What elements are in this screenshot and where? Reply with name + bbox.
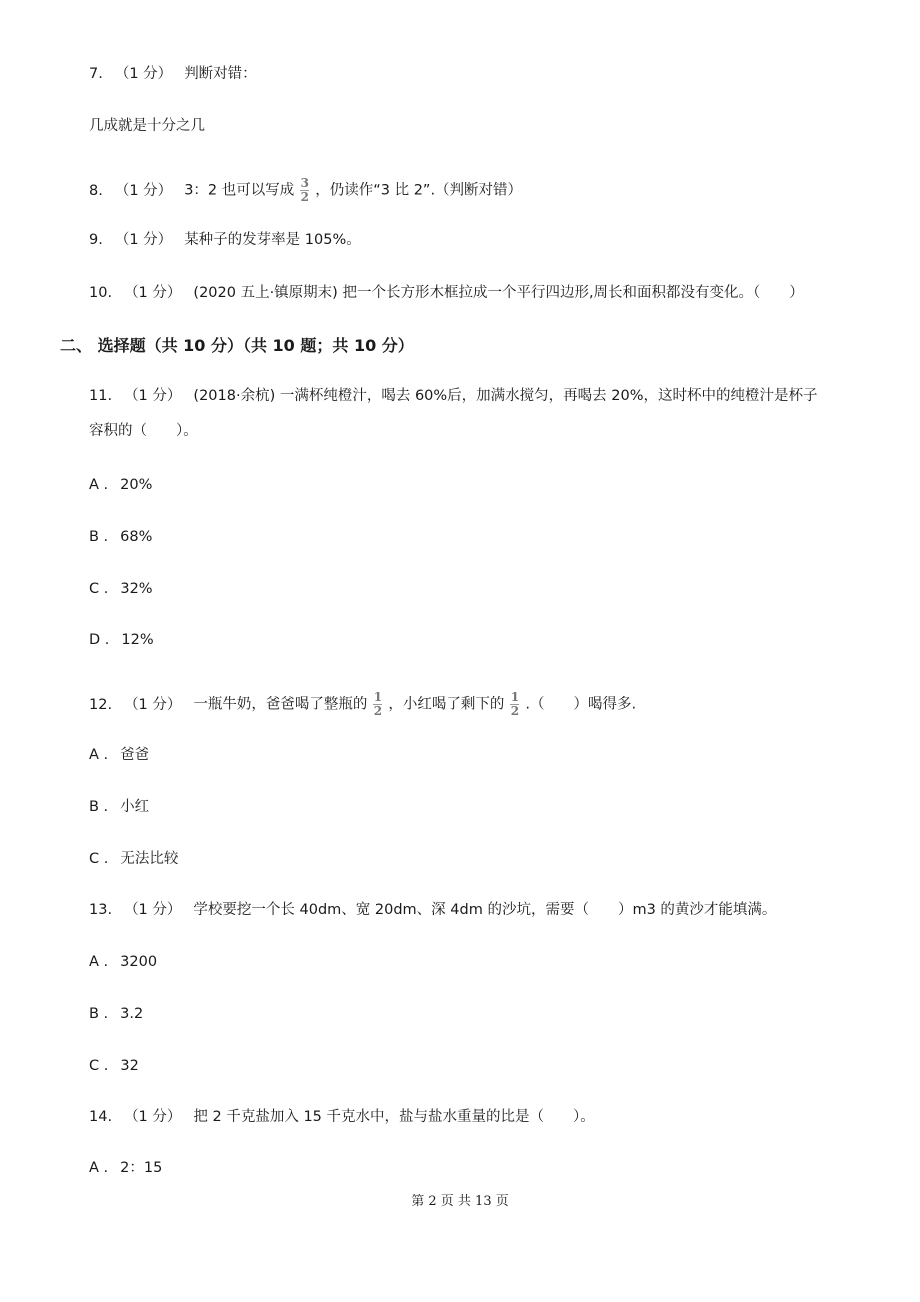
option-text: 无法比较 bbox=[120, 851, 179, 867]
question-8 bbox=[89, 178, 522, 203]
option-c[interactable] bbox=[89, 849, 178, 869]
fraction bbox=[373, 692, 382, 717]
option-label: B . bbox=[89, 799, 109, 815]
question-text-cont: ，小红喝了剩下的 bbox=[388, 696, 505, 713]
option-a[interactable] bbox=[89, 745, 149, 765]
option-text: 3200 bbox=[120, 954, 158, 970]
option-label: B . bbox=[89, 1006, 109, 1022]
option-c[interactable] bbox=[89, 579, 153, 599]
option-b[interactable] bbox=[89, 1004, 143, 1024]
question-score: （1 分） bbox=[124, 696, 182, 713]
question-score: （1 分） bbox=[124, 388, 182, 404]
option-label: D . bbox=[89, 632, 110, 648]
fraction-numerator: 1 bbox=[373, 690, 383, 704]
question-14 bbox=[89, 1107, 595, 1127]
question-text: 把 2 千克盐加入 15 千克水中，盐与盐水重量的比是（ ）。 bbox=[193, 1109, 595, 1125]
option-label: A . bbox=[89, 1160, 109, 1176]
question-number: 13. bbox=[89, 902, 113, 918]
question-number: 11. bbox=[89, 388, 113, 404]
option-b[interactable] bbox=[89, 797, 149, 817]
fraction-denominator: 2 bbox=[510, 704, 520, 718]
question-number: 7. bbox=[89, 66, 103, 82]
option-d[interactable] bbox=[89, 630, 154, 650]
question-text: 3：2 也可以写成 bbox=[184, 182, 295, 199]
question-score: （1 分） bbox=[114, 232, 173, 248]
option-label: B . bbox=[89, 529, 109, 545]
question-10 bbox=[89, 283, 804, 303]
question-number: 12. bbox=[89, 696, 113, 713]
question-7 bbox=[89, 64, 257, 84]
question-text: 学校要挖一个长 40dm、宽 20dm、深 4dm 的沙坑，需要（ ）m3 的黄沙才能填满。 bbox=[193, 902, 777, 918]
question-score: （1 分） bbox=[114, 66, 173, 82]
option-text: 20% bbox=[120, 477, 153, 493]
option-text: 3.2 bbox=[120, 1006, 144, 1022]
option-label: C . bbox=[89, 581, 109, 597]
question-11-line2: 容积的（ ）。 bbox=[89, 423, 198, 439]
option-text: 小红 bbox=[120, 799, 150, 815]
section-title: 二、 选择题（共 10 分）（共 10 题；共 10 分） bbox=[60, 336, 414, 355]
question-number: 14. bbox=[89, 1109, 113, 1125]
question-text: 某种子的发芽率是 105%。 bbox=[184, 232, 361, 248]
option-text: 爸爸 bbox=[120, 747, 150, 763]
question-number: 10. bbox=[89, 285, 113, 301]
question-11 bbox=[89, 386, 818, 406]
option-a[interactable] bbox=[89, 1158, 162, 1178]
option-text: 32% bbox=[120, 581, 153, 597]
option-a[interactable] bbox=[89, 952, 157, 972]
option-b[interactable] bbox=[89, 527, 152, 547]
question-text-cont: ，仍读作“3 比 2”.（判断对错） bbox=[315, 182, 523, 199]
option-text: 2：15 bbox=[120, 1160, 163, 1176]
option-c[interactable] bbox=[89, 1056, 139, 1076]
option-label: C . bbox=[89, 1058, 109, 1074]
option-a[interactable] bbox=[89, 475, 152, 495]
fraction bbox=[300, 178, 309, 203]
question-score: （1 分） bbox=[124, 285, 182, 301]
question-score: （1 分） bbox=[124, 902, 182, 918]
question-9 bbox=[89, 230, 361, 250]
fraction-denominator: 2 bbox=[373, 704, 383, 718]
question-number: 8. bbox=[89, 182, 103, 199]
option-text: 68% bbox=[120, 529, 153, 545]
question-13 bbox=[89, 900, 776, 920]
option-text: 12% bbox=[121, 632, 154, 648]
fraction-denominator: 2 bbox=[300, 190, 309, 204]
option-label: A . bbox=[89, 477, 109, 493]
fraction bbox=[510, 692, 519, 717]
fraction-numerator: 1 bbox=[510, 690, 520, 704]
page-footer: 第 2 页 共 13 页 bbox=[411, 1194, 509, 1209]
question-text: (2018·余杭) 一满杯纯橙汁，喝去 60%后，加满水搅匀，再喝去 20%，这时杯中的纯橙汁是杯子 bbox=[193, 388, 818, 404]
option-label: C . bbox=[89, 851, 109, 867]
question-12 bbox=[89, 692, 636, 717]
option-text: 32 bbox=[120, 1058, 139, 1074]
question-7-statement: 几成就是十分之几 bbox=[89, 118, 205, 134]
question-score: （1 分） bbox=[124, 1109, 182, 1125]
question-number: 9. bbox=[89, 232, 103, 248]
question-text: 判断对错： bbox=[184, 66, 257, 82]
option-label: A . bbox=[89, 954, 109, 970]
question-text-end: .（ ）喝得多. bbox=[525, 696, 637, 713]
question-text: 一瓶牛奶，爸爸喝了整瓶的 bbox=[193, 696, 368, 713]
question-text: (2020 五上·镇原期末) 把一个长方形木框拉成一个平行四边形,周长和面积都没有变化。（ ） bbox=[193, 285, 804, 301]
option-label: A . bbox=[89, 747, 109, 763]
question-score: （1 分） bbox=[114, 182, 173, 199]
fraction-numerator: 3 bbox=[300, 176, 309, 190]
